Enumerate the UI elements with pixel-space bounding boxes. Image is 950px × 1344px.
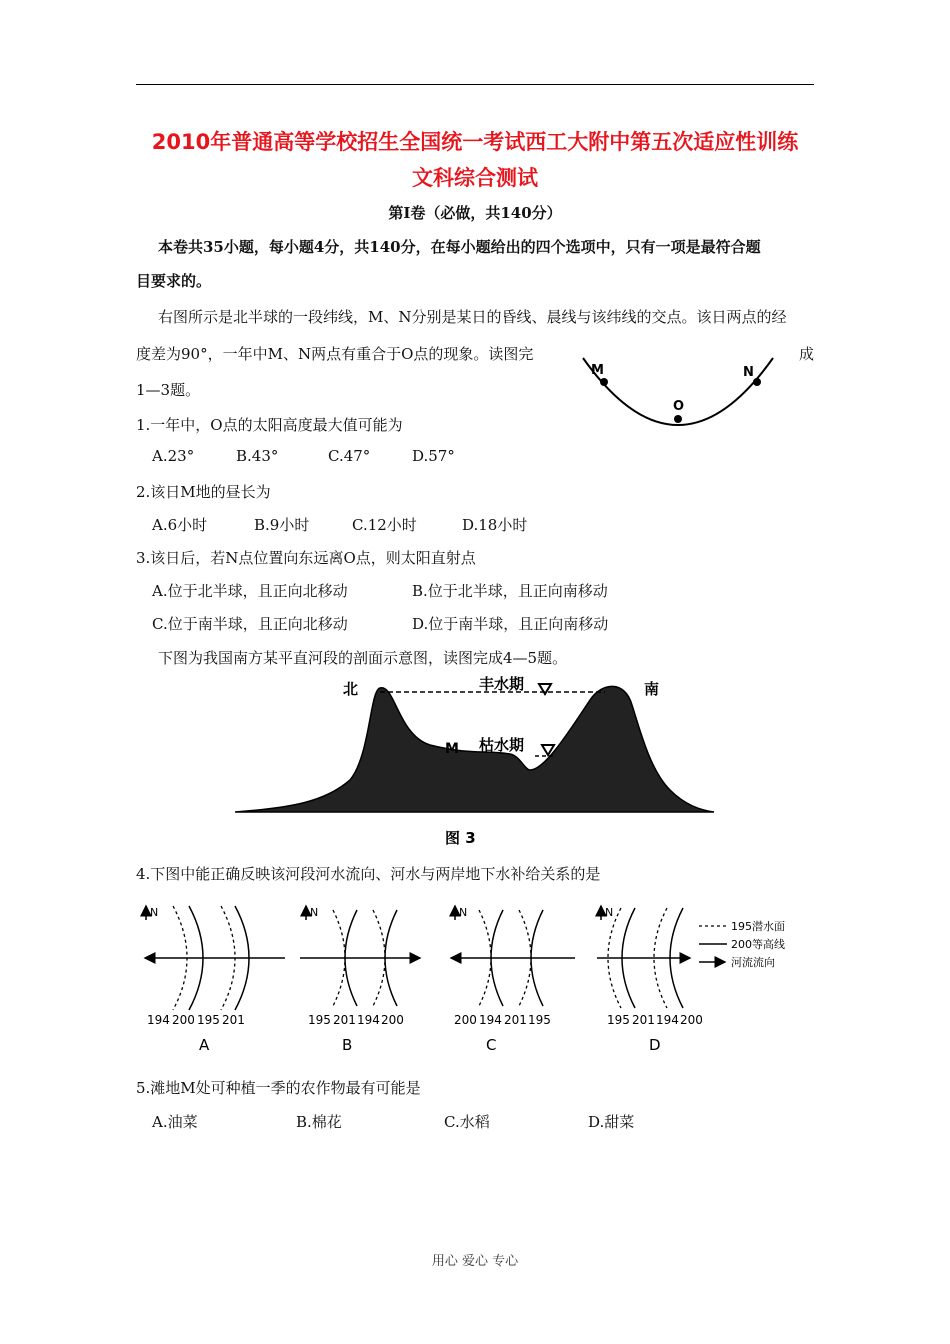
q1-stem: 1.一年中，O点的太阳高度最大值可能为 <box>136 416 403 434</box>
svg-text:195潜水面: 195潜水面 <box>731 920 785 933</box>
svg-text:194: 194 <box>479 1013 502 1027</box>
label-m: M <box>445 741 459 757</box>
q3-option-d: D.位于南半球，且正向南移动 <box>412 615 609 633</box>
panel-b <box>300 906 420 1054</box>
q1-option-b: B.43° <box>236 447 279 465</box>
q2-option-b: B.9小时 <box>254 516 310 534</box>
svg-text:195: 195 <box>197 1013 220 1027</box>
svg-text:194: 194 <box>656 1013 679 1027</box>
q2-option-d: D.18小时 <box>462 516 528 534</box>
svg-text:200等高线: 200等高线 <box>731 938 785 951</box>
svg-text:河流流向: 河流流向 <box>731 956 775 969</box>
svg-text:N: N <box>605 906 614 919</box>
svg-text:200: 200 <box>680 1013 703 1027</box>
svg-text:201: 201 <box>504 1013 527 1027</box>
instructions-line2: 目要求的。 <box>136 272 212 290</box>
q4-stem: 4.下图中能正确反映该河段河水流向、河水与两岸地下水补给关系的是 <box>136 865 601 883</box>
section-heading: 第Ⅰ卷（必做，共140分） <box>388 204 562 222</box>
passage1-line2-end: 成 <box>799 345 815 363</box>
q2-option-a: A.6小时 <box>152 516 208 534</box>
svg-text:N: N <box>310 906 319 919</box>
q5-option-a: A.油菜 <box>152 1113 198 1131</box>
top-rule <box>136 84 814 85</box>
q5-option-d: D.甜菜 <box>588 1113 635 1131</box>
label-m: M <box>591 363 604 378</box>
point-o <box>674 415 682 423</box>
svg-text:195: 195 <box>528 1013 551 1027</box>
exam-title: 2010年普通高等学校招生全国统一考试西工大附中第五次适应性训练 <box>151 130 799 154</box>
svg-text:194: 194 <box>357 1013 380 1027</box>
q5-stem: 5.滩地M处可种植一季的农作物最有可能是 <box>136 1079 421 1097</box>
svg-text:N: N <box>459 906 468 919</box>
q3-option-a: A.位于北半球，且正向北移动 <box>152 582 348 600</box>
terrain-profile <box>235 686 714 812</box>
passage2: 下图为我国南方某平直河段的剖面示意图，读图完成4—5题。 <box>158 649 568 667</box>
figure4-legend <box>699 919 785 969</box>
label-south: 南 <box>644 680 660 698</box>
svg-text:B: B <box>342 1036 353 1054</box>
svg-text:D: D <box>649 1036 661 1054</box>
q1-option-d: D.57° <box>412 447 455 465</box>
svg-text:N: N <box>150 906 159 919</box>
svg-text:195: 195 <box>308 1013 331 1027</box>
svg-text:195: 195 <box>607 1013 630 1027</box>
q2-stem: 2.该日M地的昼长为 <box>136 483 271 501</box>
contour-panels-figure <box>135 898 835 1063</box>
q1-option-c: C.47° <box>328 447 371 465</box>
passage1-line2: 度差为90°，一年中M、N两点有重合于O点的现象。读图完 <box>136 345 534 363</box>
panel-d <box>597 906 703 1054</box>
q3-option-c: C.位于南半球，且正向北移动 <box>152 615 348 633</box>
label-n: N <box>743 365 754 380</box>
panel-c <box>451 906 575 1054</box>
svg-text:201: 201 <box>632 1013 655 1027</box>
svg-text:200: 200 <box>172 1013 195 1027</box>
figure-caption: 图 3 <box>445 829 476 847</box>
latitude-arc-figure <box>575 352 780 432</box>
q3-option-b: B.位于北半球，且正向南移动 <box>412 582 608 600</box>
svg-text:C: C <box>486 1036 497 1054</box>
svg-text:200: 200 <box>454 1013 477 1027</box>
svg-text:194: 194 <box>147 1013 170 1027</box>
point-m <box>600 378 608 386</box>
q1-option-a: A.23° <box>152 447 195 465</box>
panel-a <box>145 906 285 1054</box>
svg-text:200: 200 <box>381 1013 404 1027</box>
q5-option-b: B.棉花 <box>296 1113 342 1131</box>
q2-option-c: C.12小时 <box>352 516 417 534</box>
river-profile-figure <box>230 670 720 855</box>
q3-stem: 3.该日后，若N点位置向东远离O点，则太阳直射点 <box>136 549 476 567</box>
page-footer: 用心 爱心 专心 <box>431 1254 519 1269</box>
svg-text:201: 201 <box>333 1013 356 1027</box>
label-dry-season: 枯水期 <box>479 736 525 754</box>
svg-text:201: 201 <box>222 1013 245 1027</box>
passage1-line1: 右图所示是北半球的一段纬线，M、N分别是某日的昏线、晨线与该纬线的交点。该日两点的经 <box>158 308 787 326</box>
point-n <box>753 378 761 386</box>
passage1-line3: 1—3题。 <box>136 381 201 399</box>
label-o: O <box>673 399 685 414</box>
exam-subtitle: 文科综合测试 <box>412 166 538 190</box>
svg-text:A: A <box>199 1036 210 1054</box>
label-north: 北 <box>343 680 359 698</box>
q5-option-c: C.水稻 <box>444 1113 490 1131</box>
label-wet-season: 丰水期 <box>479 675 525 693</box>
instructions-line1: 本卷共35小题，每小题4分，共140分，在每小题给出的四个选项中，只有一项是最符合题 <box>158 238 761 256</box>
